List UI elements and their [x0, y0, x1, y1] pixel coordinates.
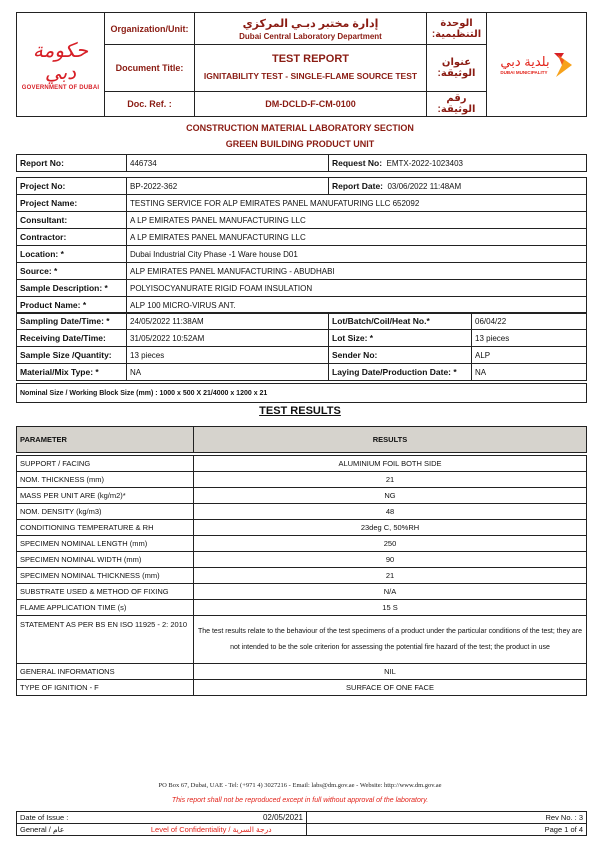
consultant-label: Consultant: [17, 212, 127, 229]
receiving-date-label: Receiving Date/Time: [17, 330, 127, 347]
project-info-table [16, 177, 587, 314]
parameter-cell: CONDITIONING TEMPERATURE & RH [17, 520, 194, 536]
table-row [17, 520, 587, 536]
result-cell: N/A [194, 584, 587, 600]
table-row [17, 178, 587, 195]
sample-info-table [16, 312, 587, 381]
page-number: Page 1 of 4 [307, 824, 587, 836]
parameter-cell: NOM. THICKNESS (mm) [17, 472, 194, 488]
dm-logo-english: DUBAI MUNICIPALITY [500, 70, 548, 75]
result-cell: 23deg C, 50%RH [194, 520, 587, 536]
result-cell: 15 S [194, 600, 587, 616]
material-type-label: Material/Mix Type: * [17, 364, 127, 381]
laying-date-label: Laying Date/Production Date: * [329, 364, 472, 381]
lot-batch-label: Lot/Batch/Coil/Heat No.* [329, 313, 472, 330]
request-no-cell [329, 155, 587, 172]
footer-table [16, 811, 587, 836]
table-row [17, 552, 587, 568]
report-date-value: 03/06/2022 11:48AM [387, 182, 462, 191]
project-name-value: TESTING SERVICE FOR ALP EMIRATES PANEL MANUFATURING LLC 652092 [127, 195, 587, 212]
lot-batch-value: 06/04/22 [472, 313, 587, 330]
table-row [17, 330, 587, 347]
report-date-cell [329, 178, 587, 195]
lot-size-value: 13 pieces [472, 330, 587, 347]
dubai-municipality-logo [487, 13, 585, 116]
results-table-header [16, 426, 587, 453]
confidentiality-label: Level of Confidentiality / درجة السرية [117, 824, 307, 836]
table-row [17, 263, 587, 280]
result-cell: The test results relate to the behaviour of the test specimens of a product under the particular conditions of the test; they are not intended to be the sole criterion for assessing the potential fire hazard of the test; the product in use [194, 616, 587, 664]
table-row [17, 584, 587, 600]
document-header [16, 12, 587, 117]
sample-size-label: Sample Size /Quantity: [17, 347, 127, 364]
nominal-size: Nominal Size / Working Block Size (mm) : 1000 x 500 X 21/4000 x 1200 x 21 [16, 383, 587, 403]
result-cell: 90 [194, 552, 587, 568]
table-row [17, 297, 587, 314]
rev-no: Rev No. : 3 [307, 812, 587, 824]
table-row [17, 280, 587, 297]
sample-description-value: POLYISOCYANURATE RIGID FOAM INSULATION [127, 280, 587, 297]
results-table [16, 455, 587, 696]
doc-title [195, 45, 427, 92]
table-row [17, 212, 587, 229]
sampling-date-value: 24/05/2022 11:38AM [127, 313, 329, 330]
table-row [17, 616, 587, 664]
parameter-cell: SUBSTRATE USED & METHOD OF FIXING [17, 584, 194, 600]
result-cell: NG [194, 488, 587, 504]
contractor-value: A LP EMIRATES PANEL MANUFACTURING LLC [127, 229, 587, 246]
table-row [17, 313, 587, 330]
org-name-arabic: إدارة مختبر دبـي المركزي [242, 17, 379, 30]
result-cell: NIL [194, 664, 587, 680]
table-row [17, 812, 587, 824]
parameter-column-header: PARAMETER [17, 427, 194, 453]
table-row [17, 456, 587, 472]
table-row [17, 472, 587, 488]
org-label: Organization/Unit: [105, 13, 195, 45]
table-row [17, 536, 587, 552]
table-row [17, 155, 587, 172]
sampling-date-label: Sampling Date/Time: * [17, 313, 127, 330]
parameter-cell: MASS PER UNIT ARE (kg/m2)* [17, 488, 194, 504]
footer-address: PO Box 67, Dubai, UAE - Tel: (+971 4) 3027216 - Email: labs@dm.gov.ae - Website: http://www.dm.gov.ae [158, 782, 442, 789]
sender-no-value: ALP [472, 347, 587, 364]
table-row [17, 488, 587, 504]
parameter-cell: TYPE OF IGNITION - F [17, 680, 194, 696]
government-of-dubai-logo [17, 13, 105, 116]
result-cell: 250 [194, 536, 587, 552]
results-column-header: RESULTS [194, 427, 587, 453]
sample-description-label: Sample Description: * [17, 280, 127, 297]
project-no-label: Project No: [17, 178, 127, 195]
report-no-value: 446734 [127, 155, 329, 172]
parameter-cell: FLAME APPLICATION TIME (s) [17, 600, 194, 616]
sender-no-label: Sender No: [329, 347, 472, 364]
general-label: General / عام [17, 824, 117, 836]
table-row [17, 664, 587, 680]
sample-size-value: 13 pieces [127, 347, 329, 364]
doc-title-label-arabic: عنوان الوثيقة: [427, 45, 487, 92]
parameter-cell: SPECIMEN NOMINAL WIDTH (mm) [17, 552, 194, 568]
doc-ref-label-arabic: رقم الوثيقة: [427, 92, 487, 116]
report-no-label: Report No: [17, 155, 127, 172]
parameter-cell: SPECIMEN NOMINAL LENGTH (mm) [17, 536, 194, 552]
table-row [17, 246, 587, 263]
org-label-arabic: الوحدة التنظيمية: [427, 13, 487, 45]
location-label: Location: * [17, 246, 127, 263]
table-row [17, 504, 587, 520]
report-number-table [16, 154, 587, 172]
dubai-municipality-mark-icon [552, 51, 572, 79]
report-date-label: Report Date: [332, 181, 384, 191]
material-type-value: NA [127, 364, 329, 381]
table-row [17, 680, 587, 696]
doc-title-line1: TEST REPORT [271, 53, 349, 65]
result-cell: SURFACE OF ONE FACE [194, 680, 587, 696]
table-row [17, 347, 587, 364]
parameter-cell: SUPPORT / FACING [17, 456, 194, 472]
result-cell: ALUMINIUM FOIL BOTH SIDE [194, 456, 587, 472]
doc-ref-value: DM-DCLD-F-CM-0100 [195, 92, 427, 116]
gov-logo-arabic: حكومة دبي [32, 37, 89, 84]
gov-logo-english: GOVERNMENT OF DUBAI [21, 84, 100, 91]
dm-logo-arabic: بلدية دبي [500, 54, 550, 69]
doc-ref-label: Doc. Ref. : [105, 92, 195, 116]
doc-title-label: Document Title: [105, 45, 195, 92]
lot-size-label: Lot Size: * [329, 330, 472, 347]
doc-title-line2: IGNITABILITY TEST - SINGLE-FLAME SOURCE TEST [203, 71, 418, 81]
unit-title: GREEN BUILDING PRODUCT UNIT [225, 139, 375, 149]
result-cell: 48 [194, 504, 587, 520]
contractor-label: Contractor: [17, 229, 127, 246]
receiving-date-value: 31/05/2022 10:52AM [127, 330, 329, 347]
source-label: Source: * [17, 263, 127, 280]
result-cell: 21 [194, 472, 587, 488]
table-header-row [17, 427, 587, 453]
org-name [195, 13, 427, 45]
project-name-label: Project Name: [17, 195, 127, 212]
section-title: CONSTRUCTION MATERIAL LABORATORY SECTION [186, 123, 414, 133]
source-value: ALP EMIRATES PANEL MANUFACTURING - ABUDHABI [127, 263, 587, 280]
table-row [17, 600, 587, 616]
location-value: Dubai Industrial City Phase -1 Ware house D01 [127, 246, 587, 263]
product-name-value: ALP 100 MICRO-VIRUS ANT. [127, 297, 587, 314]
laying-date-value: NA [472, 364, 587, 381]
consultant-value: A LP EMIRATES PANEL MANUFACTURING LLC [127, 212, 587, 229]
table-row [17, 568, 587, 584]
parameter-cell: GENERAL INFORMATIONS [17, 664, 194, 680]
test-results-title: TEST RESULTS [259, 405, 341, 417]
parameter-cell: NOM. DENSITY (kg/m3) [17, 504, 194, 520]
table-row [17, 195, 587, 212]
project-no-value: BP-2022-362 [127, 178, 329, 195]
table-row [17, 824, 587, 836]
request-no-label: Request No: [332, 158, 383, 168]
product-name-label: Product Name: * [17, 297, 127, 314]
result-cell: 21 [194, 568, 587, 584]
org-name-english: Dubai Central Laboratory Department [239, 31, 382, 41]
parameter-cell: SPECIMEN NOMINAL THICKNESS (mm) [17, 568, 194, 584]
table-row [17, 229, 587, 246]
table-row [17, 364, 587, 381]
date-of-issue-value: 02/05/2021 [117, 812, 307, 824]
footer-warning: This report shall not be reproduced except in full without approval of the laboratory. [171, 797, 429, 804]
parameter-cell: STATEMENT AS PER BS EN ISO 11925 - 2: 2010 [17, 616, 194, 664]
date-of-issue-label: Date of Issue : [17, 812, 117, 824]
request-no-value: EMTX-2022-1023403 [386, 159, 464, 168]
